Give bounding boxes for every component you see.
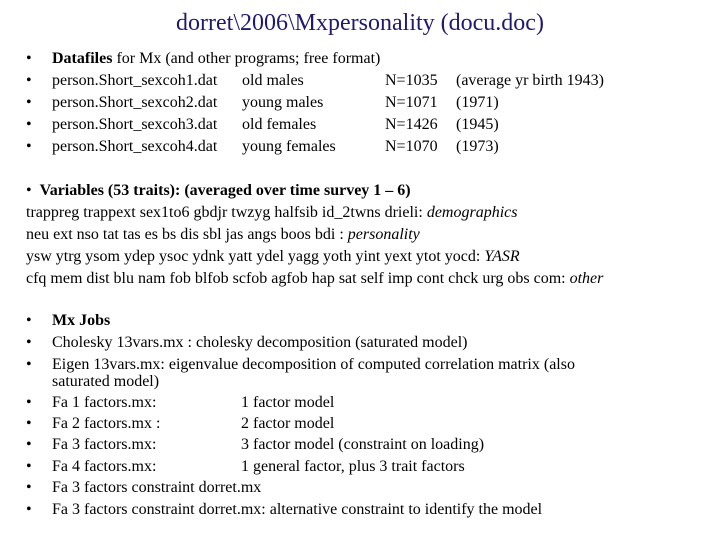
- bullet: •: [26, 501, 32, 518]
- slide-title: dorret\2006\Mxpersonality (docu.doc): [176, 10, 544, 36]
- variables-line: [26, 246, 520, 267]
- bullet: •: [26, 312, 32, 329]
- bullet: •: [26, 116, 32, 133]
- variables-list: ysw ytrg ysom ydep ysoc ydnk yatt ydel yagg yoth yint yext ytot yocd:: [26, 248, 485, 265]
- job-item: Fa 4 factors.mx:: [52, 458, 157, 475]
- variables-list: cfq mem dist blu nam fob blfob scfob agfob hap sat self imp cont chck urg obs com:: [26, 270, 570, 287]
- datafile-name: person.Short_sexcoh4.dat: [52, 138, 218, 155]
- variables-line: [26, 268, 603, 289]
- job-item: Cholesky 13vars.mx : cholesky decomposition (saturated model): [52, 334, 468, 351]
- datafile-n: N=1071: [385, 94, 438, 111]
- job-item: Fa 3 factors constraint dorret.mx: alternative constraint to identify the model: [52, 501, 543, 518]
- bullet: •: [26, 50, 32, 67]
- bullet: •: [26, 72, 32, 89]
- datafile-note: (1971): [456, 94, 499, 111]
- job-item-description: 3 factor model (constraint on loading): [241, 436, 485, 453]
- bullet: •: [26, 94, 32, 111]
- bullet: •: [26, 415, 32, 432]
- bullet: •: [26, 458, 32, 475]
- variables-list: trappreg trappext sex1to6 gbdjr twzyg halfsib id_2twns drieli:: [26, 204, 427, 221]
- job-item: Eigen 13vars.mx: eigenvalue decomposition of computed correlation matrix (also: [52, 356, 575, 373]
- datafile-group: young males: [242, 94, 324, 111]
- variables-heading-line: [26, 180, 411, 201]
- datafile-n: N=1035: [385, 72, 438, 89]
- datafile-note: (1945): [456, 116, 499, 133]
- variables-category: YASR: [484, 248, 520, 265]
- variables-line: [26, 202, 517, 223]
- variables-category: personality: [347, 226, 420, 243]
- bullet: •: [26, 138, 32, 155]
- datafile-group: old females: [242, 116, 317, 133]
- datafile-group: old males: [242, 72, 304, 89]
- bullet: •: [26, 436, 32, 453]
- datafiles-heading: [52, 48, 380, 69]
- variables-list: neu ext nso tat tas es bs dis sbl jas angs boos bdi :: [26, 226, 348, 243]
- bullet: •: [26, 182, 32, 199]
- datafile-n: N=1070: [385, 138, 438, 155]
- jobs-heading: Mx Jobs: [52, 312, 111, 329]
- datafile-note: (average yr birth 1943): [456, 72, 604, 89]
- job-item: Fa 3 factors.mx:: [52, 436, 157, 453]
- job-item: Fa 2 factors.mx :: [52, 415, 161, 432]
- bullet: •: [26, 479, 32, 496]
- job-item-continued: saturated model): [52, 373, 160, 390]
- job-item-description: 1 factor model: [241, 394, 335, 411]
- datafile-name: person.Short_sexcoh2.dat: [52, 94, 218, 111]
- datafile-name: person.Short_sexcoh3.dat: [52, 116, 218, 133]
- job-item: Fa 1 factors.mx:: [52, 394, 157, 411]
- datafile-name: person.Short_sexcoh1.dat: [52, 72, 218, 89]
- variables-category: other: [569, 270, 604, 287]
- datafile-n: N=1426: [385, 116, 438, 133]
- job-item-description: 1 general factor, plus 3 trait factors: [241, 458, 465, 475]
- datafile-group: young females: [242, 138, 336, 155]
- bullet: •: [26, 394, 32, 411]
- variables-line: [26, 224, 420, 245]
- bullet: •: [26, 334, 32, 351]
- variables-heading: Variables (53 traits): (averaged over time survey 1 – 6): [39, 182, 411, 199]
- datafiles-heading-rest: for Mx (and other programs; free format): [112, 50, 381, 67]
- bullet: •: [26, 356, 32, 373]
- datafile-note: (1973): [456, 138, 499, 155]
- variables-category: demographics: [426, 204, 518, 221]
- datafiles-heading-bold: Datafiles: [52, 50, 113, 67]
- job-item: Fa 3 factors constraint dorret.mx: [52, 479, 262, 496]
- job-item-description: 2 factor model: [241, 415, 335, 432]
